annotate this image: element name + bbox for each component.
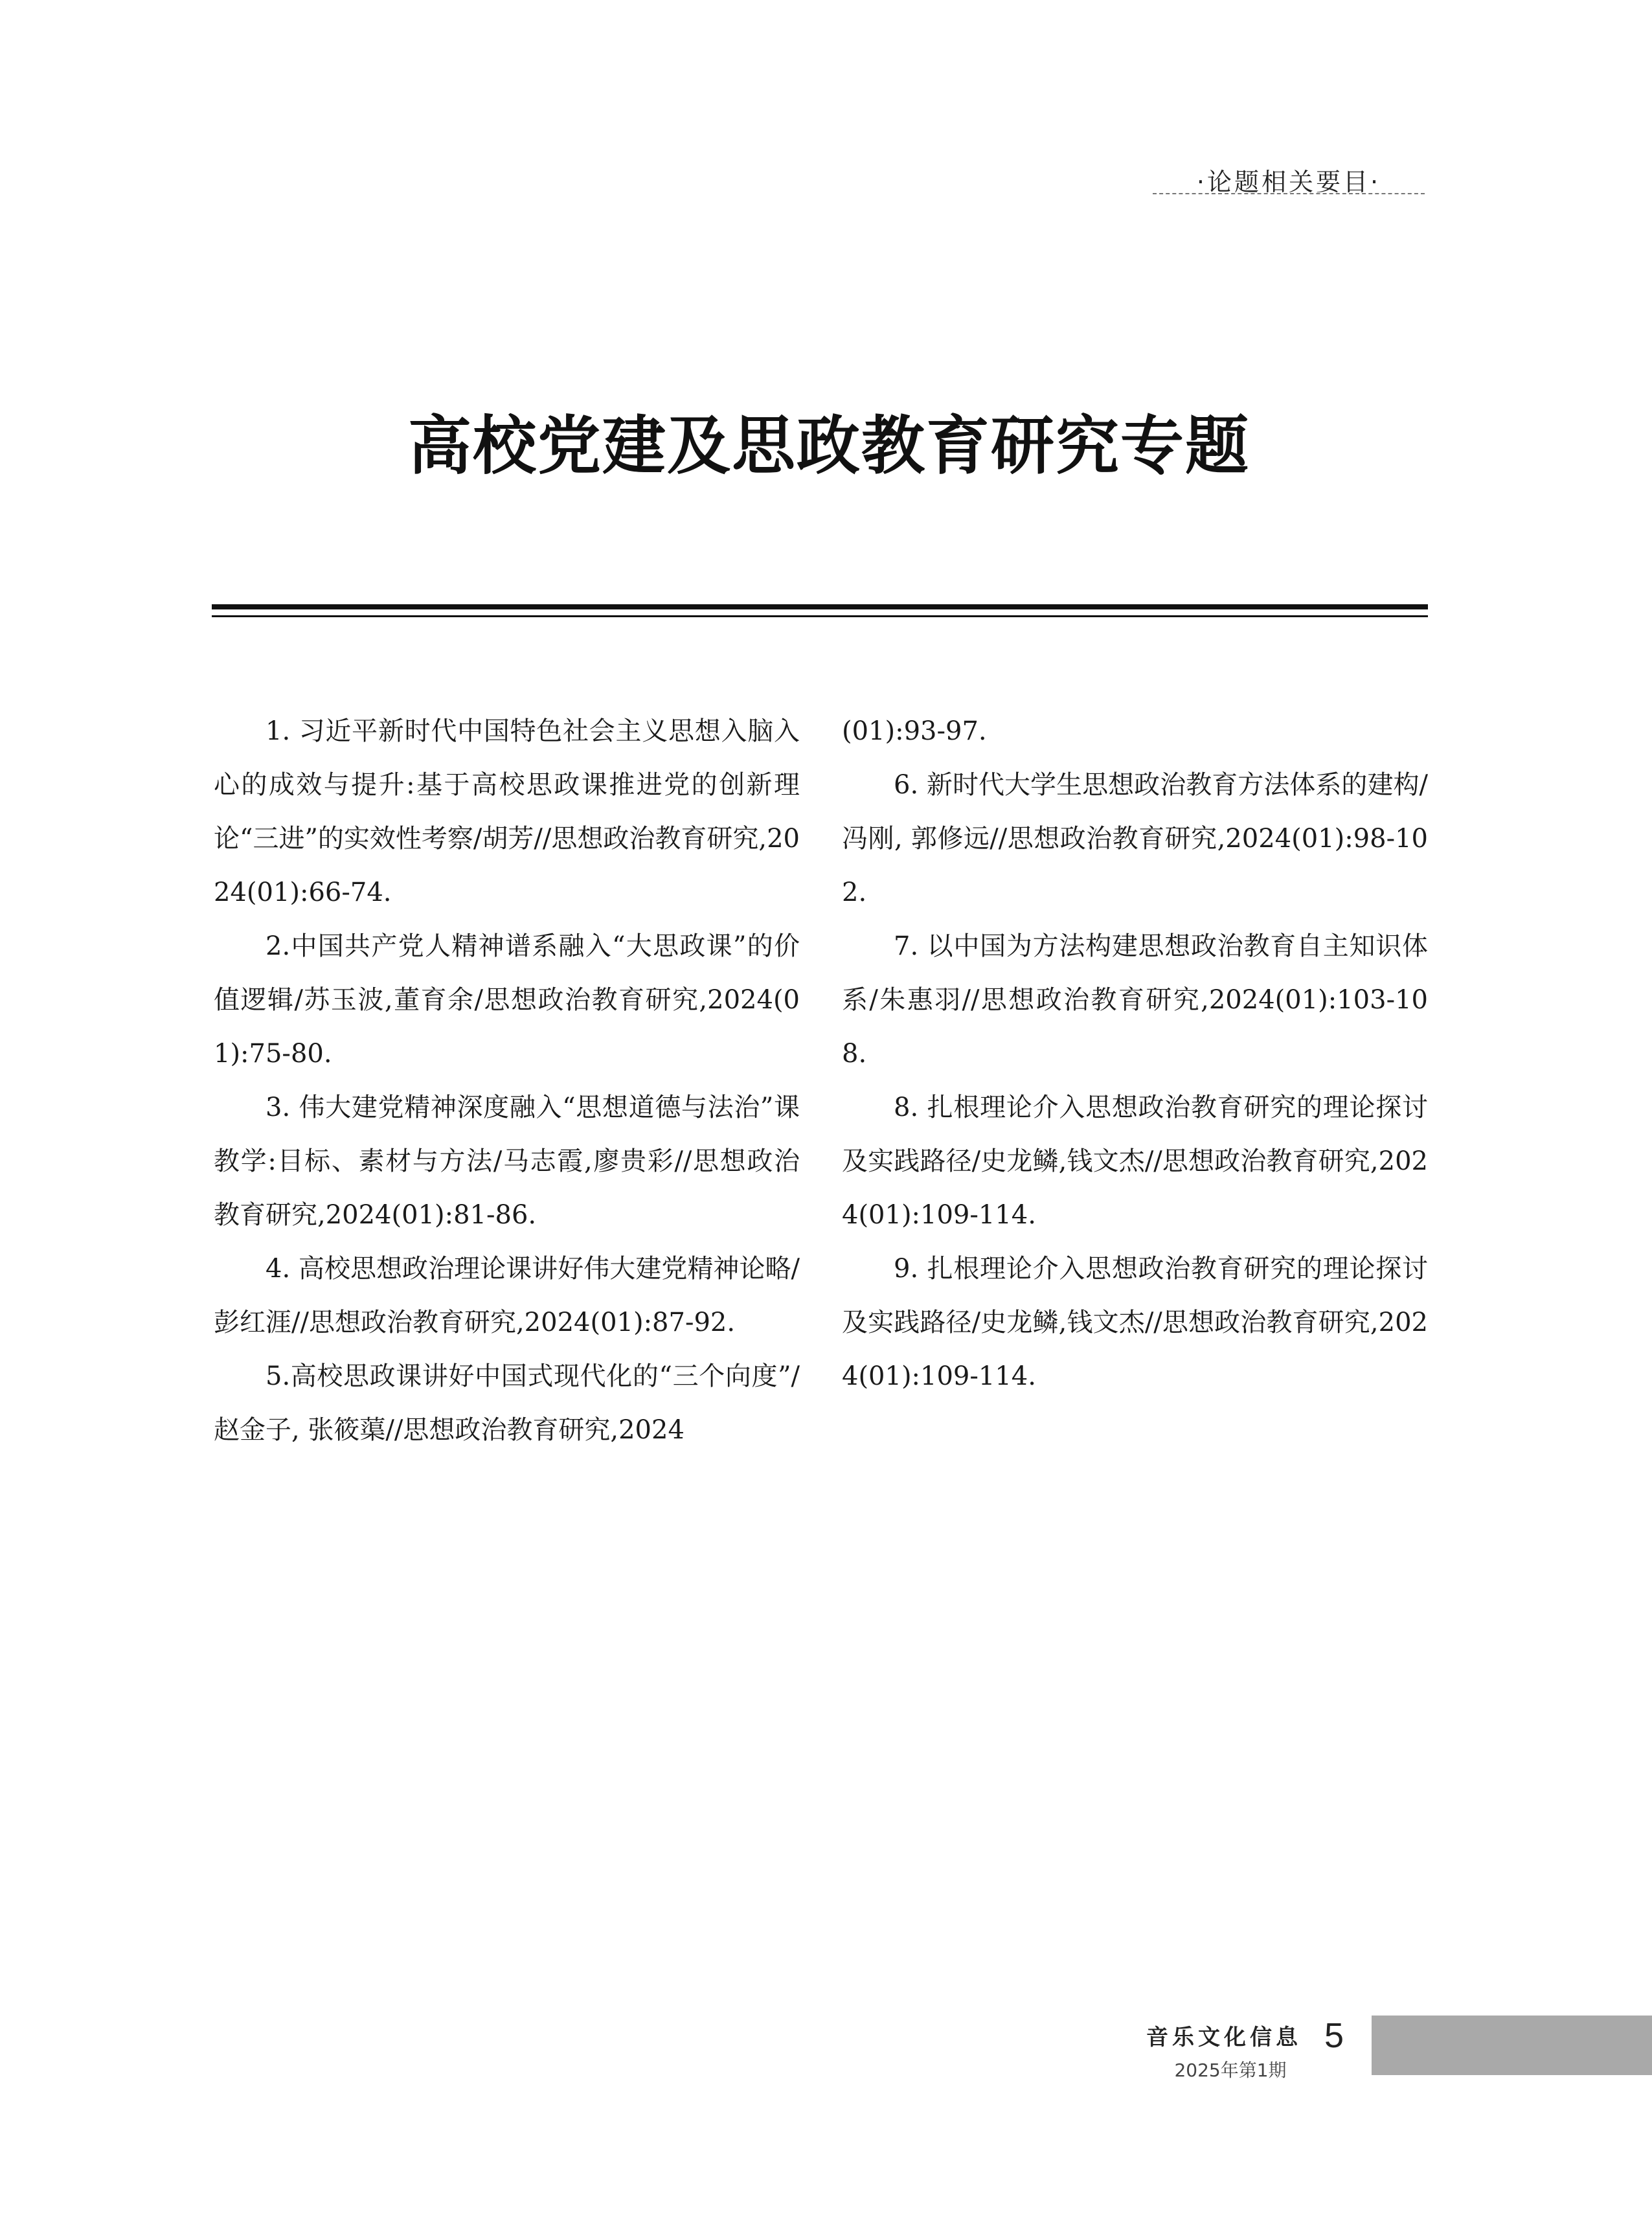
title-rule-thick xyxy=(212,604,1428,609)
reference-item-6: 6. 新时代大学生思想政治教育方法体系的建构/冯刚, 郭修远//思想政治教育研究,2024(01):98-102. xyxy=(842,770,1428,907)
footer-bar xyxy=(1372,2016,1652,2075)
reference-item-9: 9. 扎根理论介入思想政治教育研究的理论探讨及实践路径/史龙鳞,钱文杰//思想政治教育研究,2024(01):109-114. xyxy=(842,1254,1428,1391)
references-right-column xyxy=(842,705,1428,1403)
reference-item-8: 8. 扎根理论介入思想政治教育研究的理论探讨及实践路径/史龙鳞,钱文杰//思想政治教育研究,2024(01):109-114. xyxy=(842,1093,1428,1230)
reference-item-2: 2.中国共产党人精神谱系融入“大思政课”的价值逻辑/苏玉波,董育余/思想政治教育研究,2024(01):75-80. xyxy=(214,931,800,1069)
title-rule-thin xyxy=(212,615,1428,617)
section-label-rule xyxy=(1153,193,1425,194)
reference-item-4: 4. 高校思想政治理论课讲好伟大建党精神论略/彭红涯//思想政治教育研究,2024(01):87-92. xyxy=(214,1254,800,1337)
page-number: 5 xyxy=(1324,2016,1344,2055)
reference-item-7: 7. 以中国为方法构建思想政治教育自主知识体系/朱惠羽//思想政治教育研究,2024(01):103-108. xyxy=(842,931,1428,1069)
reference-item-1: 1. 习近平新时代中国特色社会主义思想入脑入心的成效与提升:基于高校思政课推进党的创新理论“三进”的实效性考察/胡芳//思想政治教育研究,2024(01):66-74. xyxy=(214,716,800,907)
footer-journal-title: 音乐文化信息 xyxy=(1146,2025,1302,2050)
page-title: 高校党建及思政教育研究专题 xyxy=(407,409,1250,483)
references-left-column xyxy=(214,705,800,1457)
footer-issue: 2025年第1期 xyxy=(1174,2060,1287,2081)
section-label: ·论题相关要目· xyxy=(1196,168,1381,196)
reference-item-5-continuation: (01):93-97. xyxy=(842,716,987,746)
reference-item-5: 5.高校思政课讲好中国式现代化的“三个向度”/赵金子, 张筱蕖//思想政治教育研究,2024 xyxy=(214,1361,800,1445)
reference-item-3: 3. 伟大建党精神深度融入“思想道德与法治”课教学:目标、素材与方法/马志霞,廖贵彩//思想政治教育研究,2024(01):81-86. xyxy=(214,1093,800,1230)
